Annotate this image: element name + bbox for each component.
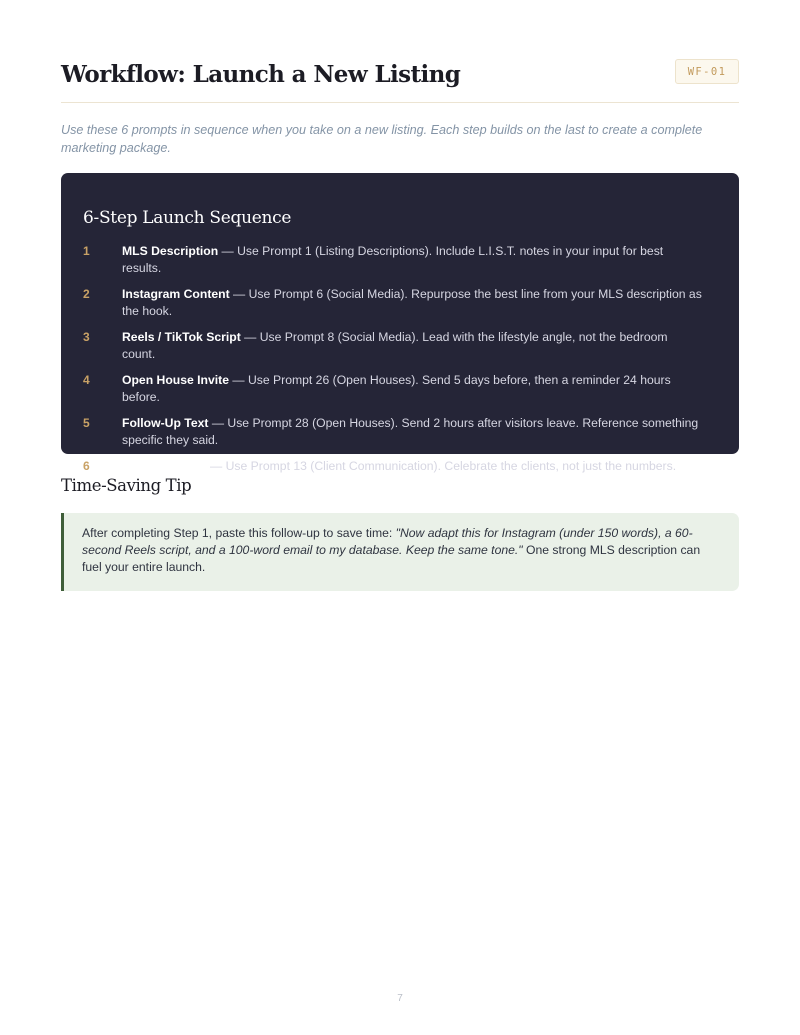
step-number: 1 [83,244,90,258]
step-number: 4 [83,373,90,387]
step-text: — Use Prompt 28 (Open Houses). Send 2 hours after visitors leave. Reference something specific they said. [122,416,699,447]
step-body [122,286,703,320]
step-name: Reels / TikTok Script [122,330,241,344]
step-name: Open House Invite [122,373,229,387]
step-body [122,415,703,449]
step-item [83,243,703,277]
step-number: 2 [83,287,90,301]
workflow-id-badge: WF-01 [675,59,739,84]
tip-quote: "Now adapt this for Instagram (under 150 words), a 60-second Reels script, and a 100-word email to my database. Keep the same tone." [82,526,693,557]
step-text: — Use Prompt 13 (Client Communication). Celebrate the clients, not just the numbers. [206,459,677,473]
step-item [83,372,703,406]
step-text: — Use Prompt 6 (Social Media). Repurpose the best line from your MLS description as the hook. [122,287,702,318]
steps-list [83,243,703,484]
step-text: — Use Prompt 8 (Social Media). Lead with the lifestyle angle, not the bedroom count. [122,330,668,361]
step-body [122,243,703,277]
page-header [61,58,739,103]
page-number: 7 [397,993,403,1004]
step-body [122,458,703,475]
step-text: — Use Prompt 26 (Open Houses). Send 5 days before, then a reminder 24 hours before. [122,373,671,404]
step-name: Instagram Content [122,287,230,301]
step-body [122,329,703,363]
step-item [83,415,703,449]
step-body [122,372,703,406]
tip-lead: After completing Step 1, paste this follow-up to save time: [82,526,396,540]
tip-tail: One strong MLS description can fuel your entire launch. [82,543,701,574]
step-number: 5 [83,416,90,430]
step-item [83,329,703,363]
sequence-title: 6-Step Launch Sequence [83,208,292,228]
tip-heading: Time-Saving Tip [61,476,192,495]
step-item [83,286,703,320]
step-name: Follow-Up Text [122,416,209,430]
step-number: 3 [83,330,90,344]
step-number: 6 [83,459,90,473]
intro-text: Use these 6 prompts in sequence when you take on a new listing. Each step builds on the last to create a complete marketing package. [61,123,703,155]
tip-callout [61,513,739,591]
step-name: Just Sold Post [122,459,207,473]
page-title: Workflow: Launch a New Listing [61,61,461,88]
step-text: — Use Prompt 1 (Listing Descriptions). Include L.I.S.T. notes in your input for best results. [122,244,664,275]
step-name: MLS Description [122,244,219,258]
